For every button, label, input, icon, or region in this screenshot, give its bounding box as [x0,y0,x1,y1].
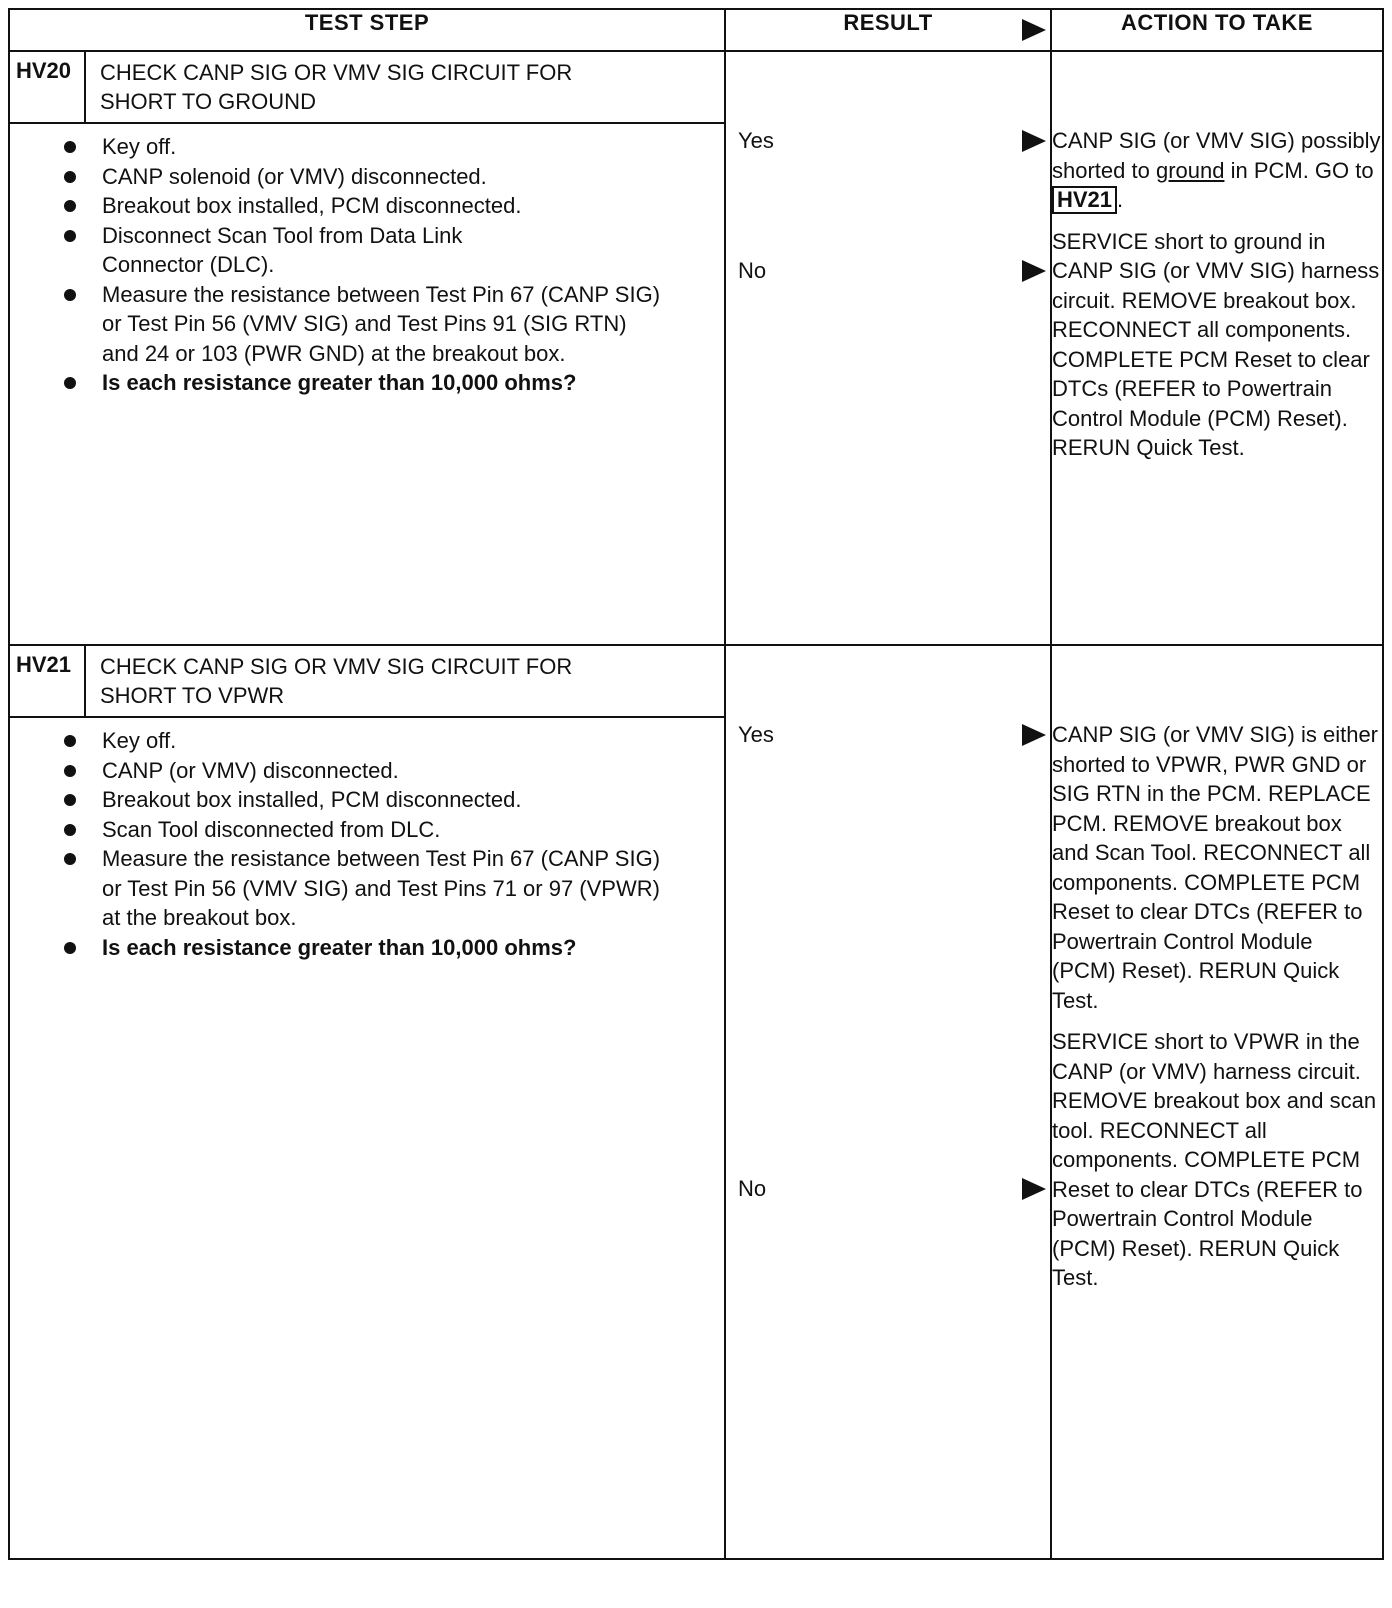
result-no [738,258,1050,284]
list-item: Disconnect Scan Tool from Data Link Connector (DLC). [102,221,562,280]
result-yes [738,722,1050,748]
result-header [725,9,1051,51]
goto-step-link[interactable]: HV21 [1052,186,1117,214]
list-item: Measure the resistance between Test Pin 67 (CANP SIG) or Test Pin 56 (VMV SIG) and Test Pins 91 (SIG RTN) and 24 or 103 (PWR GND) at the breakout box. [102,280,662,369]
list-item: Measure the resistance between Test Pin 67 (CANP SIG) or Test Pin 56 (VMV SIG) and Test Pins 71 or 97 (VPWR) at the breakout box. [102,844,662,933]
diagnostic-table [8,8,1384,1560]
step-instructions [10,718,724,962]
result-yes [738,128,1050,154]
table-header-row [9,9,1383,51]
step-title-line: CHECK CANP SIG OR VMV SIG CIRCUIT FOR [100,654,573,679]
list-item: CANP (or VMV) disconnected. [102,756,712,786]
step-title [86,646,580,716]
arrow-right-icon [1022,19,1046,41]
step-question: Is each resistance greater than 10,000 ohms? [102,368,622,398]
arrow-right-icon [1022,1178,1046,1200]
test-step-cell-hv20 [9,51,725,645]
action-yes [1052,52,1382,215]
result-cell-hv20 [725,51,1051,645]
result-no [738,1176,1050,1202]
step-id: HV21 [10,646,86,716]
step-id: HV20 [10,52,86,122]
action-text: ground [1155,157,1225,183]
action-cell-hv21 [1051,645,1383,1559]
step-title [86,52,580,122]
step-title-line: SHORT TO GROUND [100,89,316,114]
list-item: Key off. [102,726,712,756]
action-no: SERVICE short to VPWR in the CANP (or VMV) harness circuit. REMOVE breakout box and scan tool. RECONNECT all components. COMPLETE PCM Reset to clear DTCs (REFER to Powertrain Control Module (PCM) Reset). RERUN Quick Test. [1052,1029,1377,1290]
list-item: Key off. [102,132,712,162]
list-item: Scan Tool disconnected from DLC. [102,815,712,845]
step-instructions [10,124,724,398]
step-title-row [10,52,724,124]
result-label: Yes [738,722,774,747]
action-text: in PCM. GO to [1224,157,1374,183]
arrow-right-icon [1022,724,1046,746]
list-item: Breakout box installed, PCM disconnected. [102,191,712,221]
test-step-header: TEST STEP [9,9,725,51]
action-no: SERVICE short to ground in CANP SIG (or VMV SIG) harness circuit. REMOVE breakout box. RECONNECT all components. COMPLETE PCM Reset to clear DTCs (REFER to Powertrain Control Module (PCM) Reset). RERUN Quick Test. [1052,228,1380,460]
result-label: No [738,258,767,283]
table-row [9,645,1383,1559]
list-item: CANP solenoid (or VMV) disconnected. [102,162,712,192]
result-header-label: RESULT [843,10,933,35]
result-cell-hv21 [725,645,1051,1559]
diagnostic-table-page [8,8,1382,1602]
step-title-line: SHORT TO VPWR [100,683,285,708]
step-title-row [10,646,724,718]
step-title-line: CHECK CANP SIG OR VMV SIG CIRCUIT FOR [100,60,573,85]
action-cell-hv20 [1051,51,1383,645]
arrow-right-icon [1022,260,1046,282]
result-label: Yes [738,128,774,153]
action-yes: CANP SIG (or VMV SIG) is either shorted to VPWR, PWR GND or SIG RTN in the PCM. REPLACE PCM. REMOVE breakout box and Scan Tool. RECONNECT all components. COMPLETE PCM Reset to clear DTCs (REFER to Powertrain Control Module (PCM) Reset). RERUN Quick Test. [1052,722,1379,1013]
table-row [9,51,1383,645]
test-step-cell-hv21 [9,645,725,1559]
action-text: CANP SIG (or VMV SIG) possibly shorted to [1052,128,1381,183]
arrow-right-icon [1022,130,1046,152]
action-header: ACTION TO TAKE [1051,9,1383,51]
action-text: . [1117,187,1124,212]
list-item: Breakout box installed, PCM disconnected. [102,785,712,815]
step-question: Is each resistance greater than 10,000 ohms? [102,933,622,963]
result-label: No [738,1176,767,1201]
